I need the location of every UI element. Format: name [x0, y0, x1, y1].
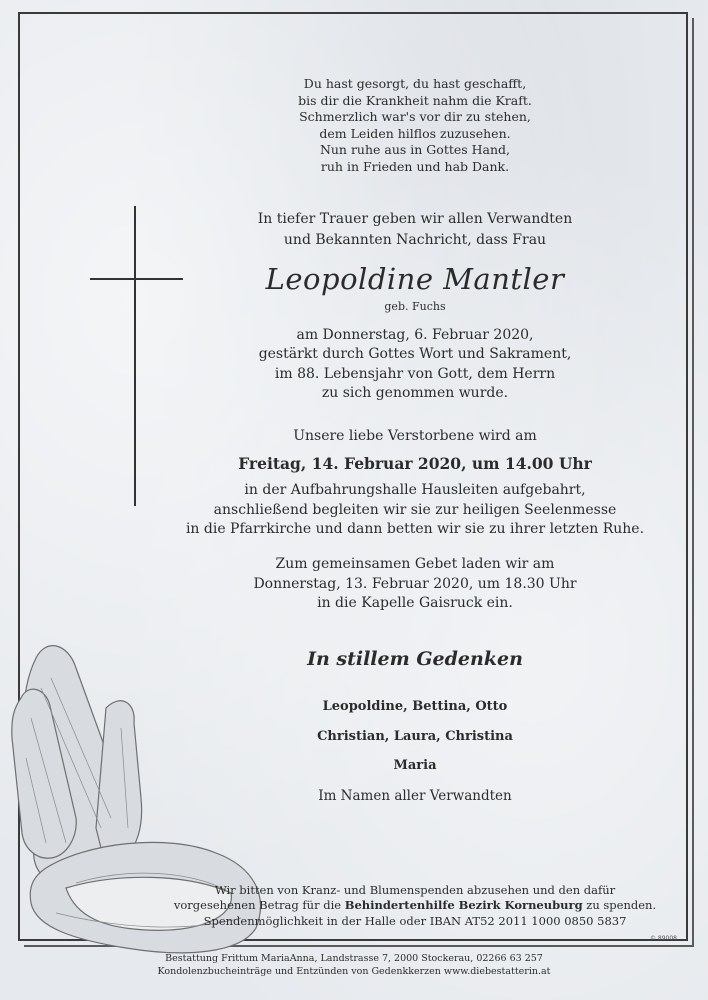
poem-line: ruh in Frieden und hab Dank.	[320, 158, 510, 174]
footer	[0, 953, 708, 978]
funeral-date: Freitag, 14. Februar 2020, um 14.00 Uhr	[238, 454, 592, 473]
family-line: Leopoldine, Bettina, Otto	[322, 699, 508, 714]
funeral-intro: Unsere liebe Verstorbene wird am	[293, 428, 537, 444]
details-line: gestärkt durch Gottes Wort und Sakrament,	[258, 346, 572, 363]
family-line: Christian, Laura, Christina	[317, 729, 513, 744]
poem-line: Du hast gesorgt, du hast geschafft,	[303, 76, 527, 91]
announcement	[140, 209, 690, 250]
details-line: zu sich genommen wurde.	[321, 384, 509, 401]
footer-line: Kondolenzbucheinträge und Entzünden von Gedenkkerzen www.diebestatterin.at	[157, 965, 551, 977]
funeral-line: in die Pfarrkirche und dann betten wir sie zu ihrer letzten Ruhe.	[185, 521, 645, 537]
death-details	[140, 326, 690, 403]
donation-line: Spendenmöglichkeit in der Halle oder IBAN AT52 2011 1000 0850 5837	[203, 913, 627, 928]
donation-text: zu spenden.	[582, 898, 657, 913]
donation-note	[140, 883, 690, 929]
poem-line: Nun ruhe aus in Gottes Hand,	[319, 142, 511, 158]
poem-line: Schmerzlich war's vor dir zu stehen,	[299, 109, 531, 125]
donation-line	[140, 898, 690, 913]
memory-heading: In stillem Gedenken	[307, 648, 523, 670]
prayer-invitation	[140, 555, 690, 614]
poem-line: bis dir die Krankheit nahm die Kraft.	[298, 92, 532, 108]
announcement-line: und Bekannten Nachricht, dass Frau	[283, 231, 547, 248]
footer-line: Bestattung Frittum MariaAnna, Landstrasse 7, 2000 Stockerau, 02266 63 257	[165, 953, 543, 964]
poem-line: dem Leiden hilflos zuzusehen.	[319, 125, 511, 141]
prayer-line: Zum gemeinsamen Gebet laden wir am	[275, 556, 555, 572]
announcement-line: In tiefer Trauer geben wir allen Verwandten	[257, 211, 573, 227]
family-line: Maria	[393, 758, 437, 773]
funeral-line: anschließend begleiten wir sie zur heiligen Seelenmesse	[213, 501, 617, 518]
details-line: im 88. Lebensjahr von Gott, dem Herrn	[274, 365, 556, 382]
deceased-name: Leopoldine Mantler	[265, 262, 565, 296]
funeral-details	[140, 481, 690, 540]
donation-text: vorgesehenen Betrag für die	[173, 898, 345, 913]
print-credit: © 89008	[650, 935, 677, 942]
poem	[140, 76, 690, 176]
details-line: am Donnerstag, 6. Februar 2020,	[296, 327, 534, 343]
donation-line: Wir bitten von Kranz- und Blumenspenden abzusehen und den dafür	[214, 883, 616, 897]
prayer-line: in die Kapelle Gaisruck ein.	[317, 595, 513, 611]
charity-name: Behindertenhilfe Bezirk Korneuburg	[344, 898, 583, 913]
prayer-line: Donnerstag, 13. Februar 2020, um 18.30 Uhr	[253, 575, 577, 592]
family-signoff: Im Namen aller Verwandten	[318, 788, 512, 804]
funeral-line: in der Aufbahrungshalle Hausleiten aufgebahrt,	[244, 482, 586, 498]
maiden-name: geb. Fuchs	[384, 300, 446, 313]
